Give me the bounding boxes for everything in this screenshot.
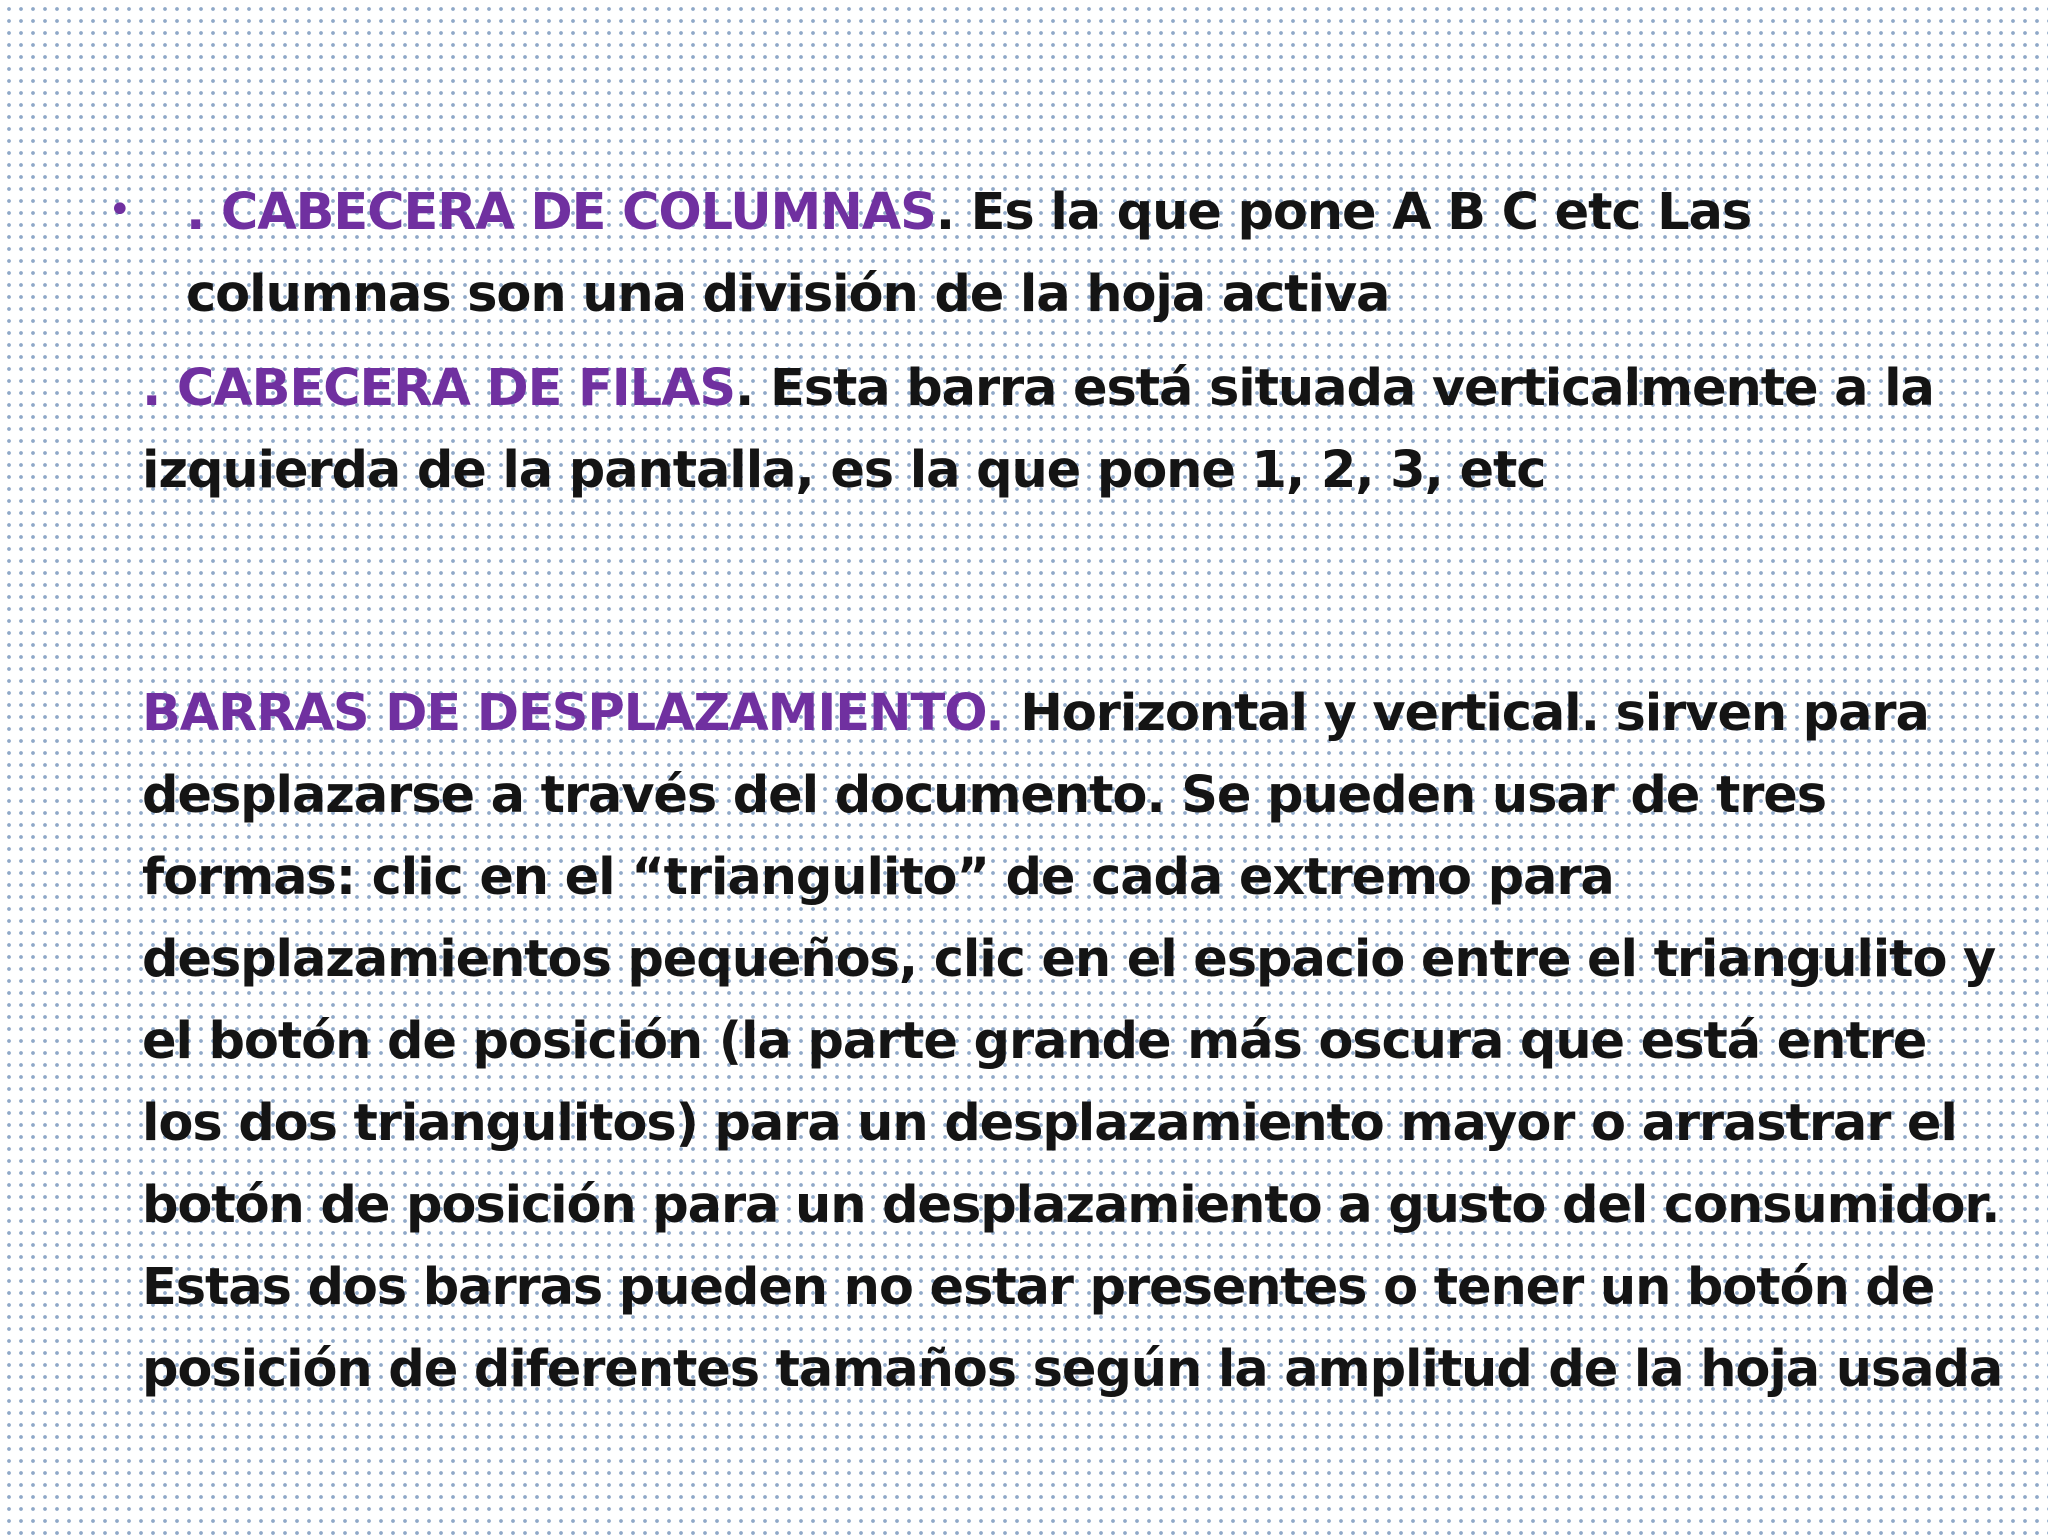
text-barras-desplazamiento: Horizontal y vertical. sirven para desplazarse a través del documento. Se pueden usar de tres formas: clic en el “triangulito” de cada extremo para desplazamientos pequeños, clic en el espacio entre el triangulito y el botón de posición (la parte grande más oscura que está entre los dos triangulitos) para un desplazamiento mayor o arrastrar el botón de posición para un desplazamiento a gusto del consumidor. Estas dos barras pueden no estar presentes o tener un botón de posición de diferentes tamaños según la amplitud de la hoja usada <box>142 684 2003 1399</box>
text-cabecera-columnas: . Es la que pone A B C etc Las columnas son una división de la hoja activa <box>186 183 1752 324</box>
bullet-icon: • <box>108 187 132 233</box>
paragraph-cabecera-columnas <box>186 172 1866 336</box>
heading-cabecera-columnas: . CABECERA DE COLUMNAS <box>186 183 936 242</box>
heading-barras-desplazamiento: BARRAS DE DESPLAZAMIENTO. <box>142 684 1021 743</box>
heading-cabecera-filas: . CABECERA DE FILAS <box>142 359 736 418</box>
paragraph-cabecera-filas <box>142 348 2002 512</box>
paragraph-barras-desplazamiento <box>142 673 2022 1411</box>
text-cabecera-filas: . Esta barra está situada verticalmente a la izquierda de la pantalla, es la que pone 1, 2, 3, etc <box>142 359 1934 500</box>
